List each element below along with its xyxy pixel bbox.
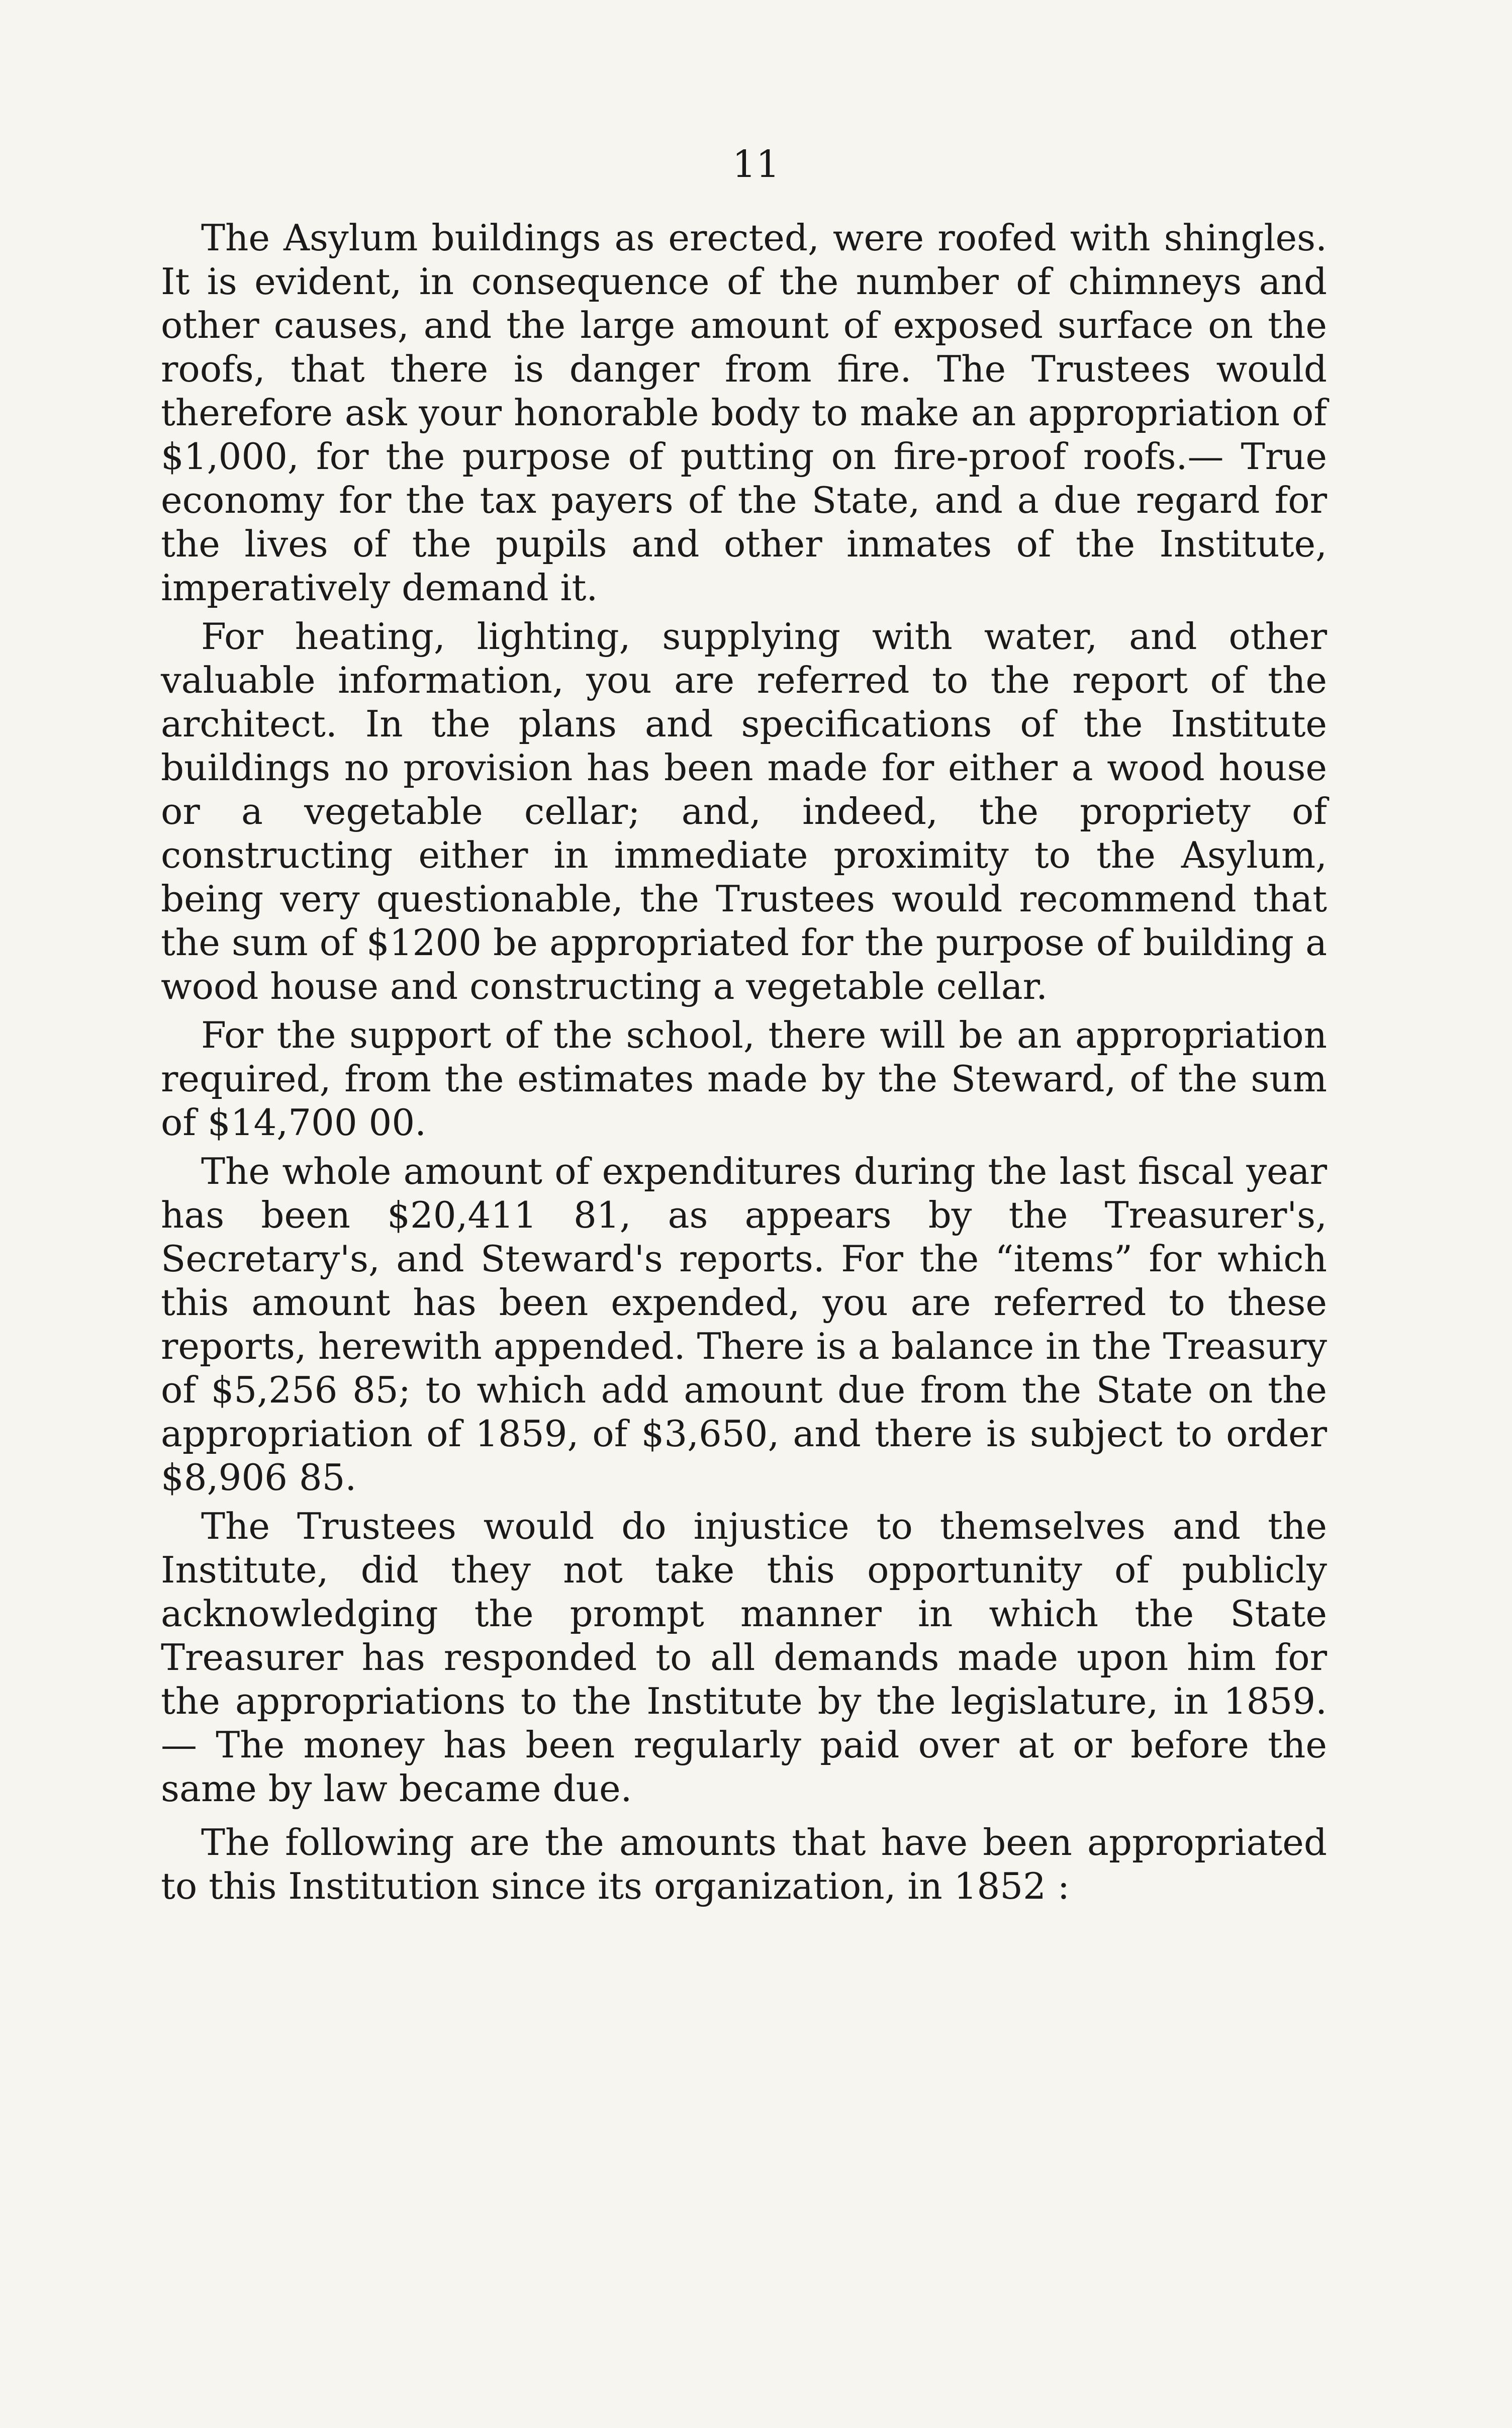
page-number: 11	[732, 143, 780, 186]
paragraph-appropriations: The following are the amounts that have been appropriated to this Institution since its organization, in 1852 :	[161, 1821, 1327, 1907]
paragraph-treasurer: The Trustees would do injustice to themselves and the Institute, did they not take this opportunity of publicly acknowledging the prompt manner in which the State Treasurer has responded to all demands made upon him for the appropriations to the Institute by the legislature, in 1859.— The money has been regularly paid over at or before the same by law became due.	[161, 1505, 1327, 1810]
paragraph-expenditures: The whole amount of expenditures during the last fiscal year has been $20,411 81, as appears by the Treasurer's, Secretary's, and Steward's reports. For the “items” for which this amount has been expended, you are referred to these reports, herewith appended. There is a balance in the Treasury of $5,256 85; to which add amount due from the State on the appropriation of 1859, of $3,650, and there is subject to order $8,906 85.	[161, 1150, 1327, 1499]
paragraph-heating: For heating, lighting, supplying with water, and other valuable information, you are referred to the report of the architect. In the plans and specifications of the Institute buildings no provision has been made for either a wood house or a vegetable cellar; and, indeed, the propriety of constructing either in immediate proximity to the Asylum, being very questionable, the Trustees would recommend that the sum of $1200 be appropriated for the purpose of building a wood house and constructing a vegetable cellar.	[161, 615, 1327, 1007]
paragraph-support: For the support of the school, there will be an appropriation required, from the estimates made by the Steward, of the sum of $14,700 00.	[161, 1014, 1327, 1144]
body-text	[161, 216, 1327, 1913]
paragraph-roofs: The Asylum buildings as erected, were roofed with shingles. It is evident, in consequence of the number of chimneys and other causes, and the large amount of exposed surface on the roofs, that there is danger from fire. The Trustees would therefore ask your honorable body to make an appropriation of $1,000, for the purpose of putting on fire-proof roofs.— True economy for the tax payers of the State, and a due regard for the lives of the pupils and other inmates of the Institute, imperatively demand it.	[161, 217, 1327, 609]
